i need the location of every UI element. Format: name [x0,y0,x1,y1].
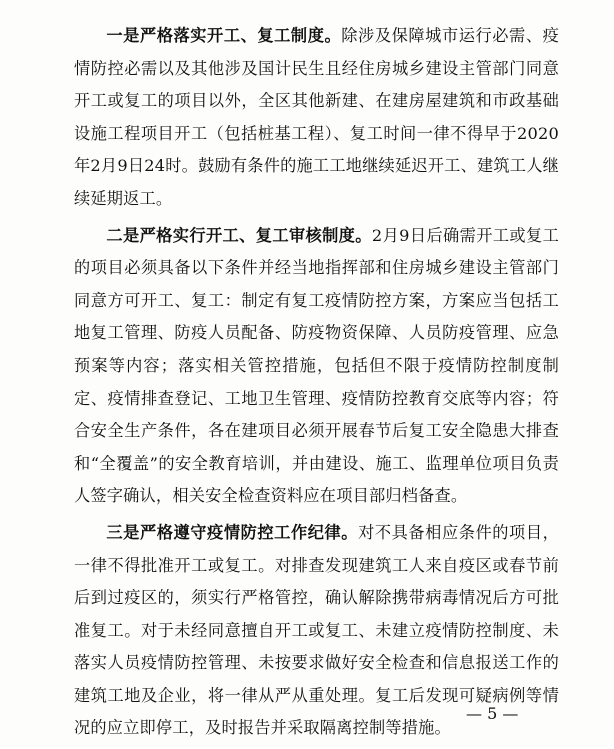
paragraph-3-text: 对不具备相应条件的项目，一律不得批准开工或复工。对排查发现建筑工人来自疫区或春节前后到过疫区的，须实行严格管控，确认解除携带病毒情况后方可批准复工。对于未经同意擅自开工或复工、未建立疫情防控制度、未落实人员疫情防控管理、未按要求做好安全检查和信息报送工作的建筑工地及企业，将一律从严从重处理。复工后发现可疑病例等情况的应立即停工，及时报告并采取隔离控制等措施。 [74,522,560,738]
paragraph-2 [74,220,559,513]
document-body [74,20,559,749]
paragraph-2-heading: 二是严格实行开工、复工审核制度。 [106,225,372,245]
paragraph-3-heading: 三是严格遵守疫情防控工作纪律。 [106,522,359,542]
paragraph-2-text: 2月9日后确需开工或复工的项目必须具备以下条件并经当地指挥部和住房城乡建设主管部门同意方可开工、复工：制定有复工疫情防控方案，方案应当包括工地复工管理、防疫人员配备、防疫物资保障、人员防疫管理、应急预案等内容；落实相关管控措施，包括但不限于疫情防控制度制定、疫情排查登记、工地卫生管理、疫情防控教育交底等内容；符合安全生产条件，各在建项目必须开展春节后复工安全隐患大排查和“全覆盖”的安全教育培训，并由建设、施工、监理单位项目负责人签字确认，相关安全检查资料应在项目部归档备查。 [74,225,560,506]
page-number: — 5 — [466,704,519,723]
paragraph-1-text: 除涉及保障城市运行必需、疫情防控必需以及其他涉及国计民生且经住房城乡建设主管部门同意开工或复工的项目以外，全区其他新建、在建房屋建筑和市政基础设施工程项目开工（包括桩基工程）、复工时间一律不得早于2020年2月9日24时。鼓励有条件的施工工地继续延迟开工、建筑工人继续延期返工。 [74,26,559,208]
paragraph-1 [74,20,559,216]
paragraph-1-heading: 一是严格落实开工、复工制度。 [106,26,342,45]
